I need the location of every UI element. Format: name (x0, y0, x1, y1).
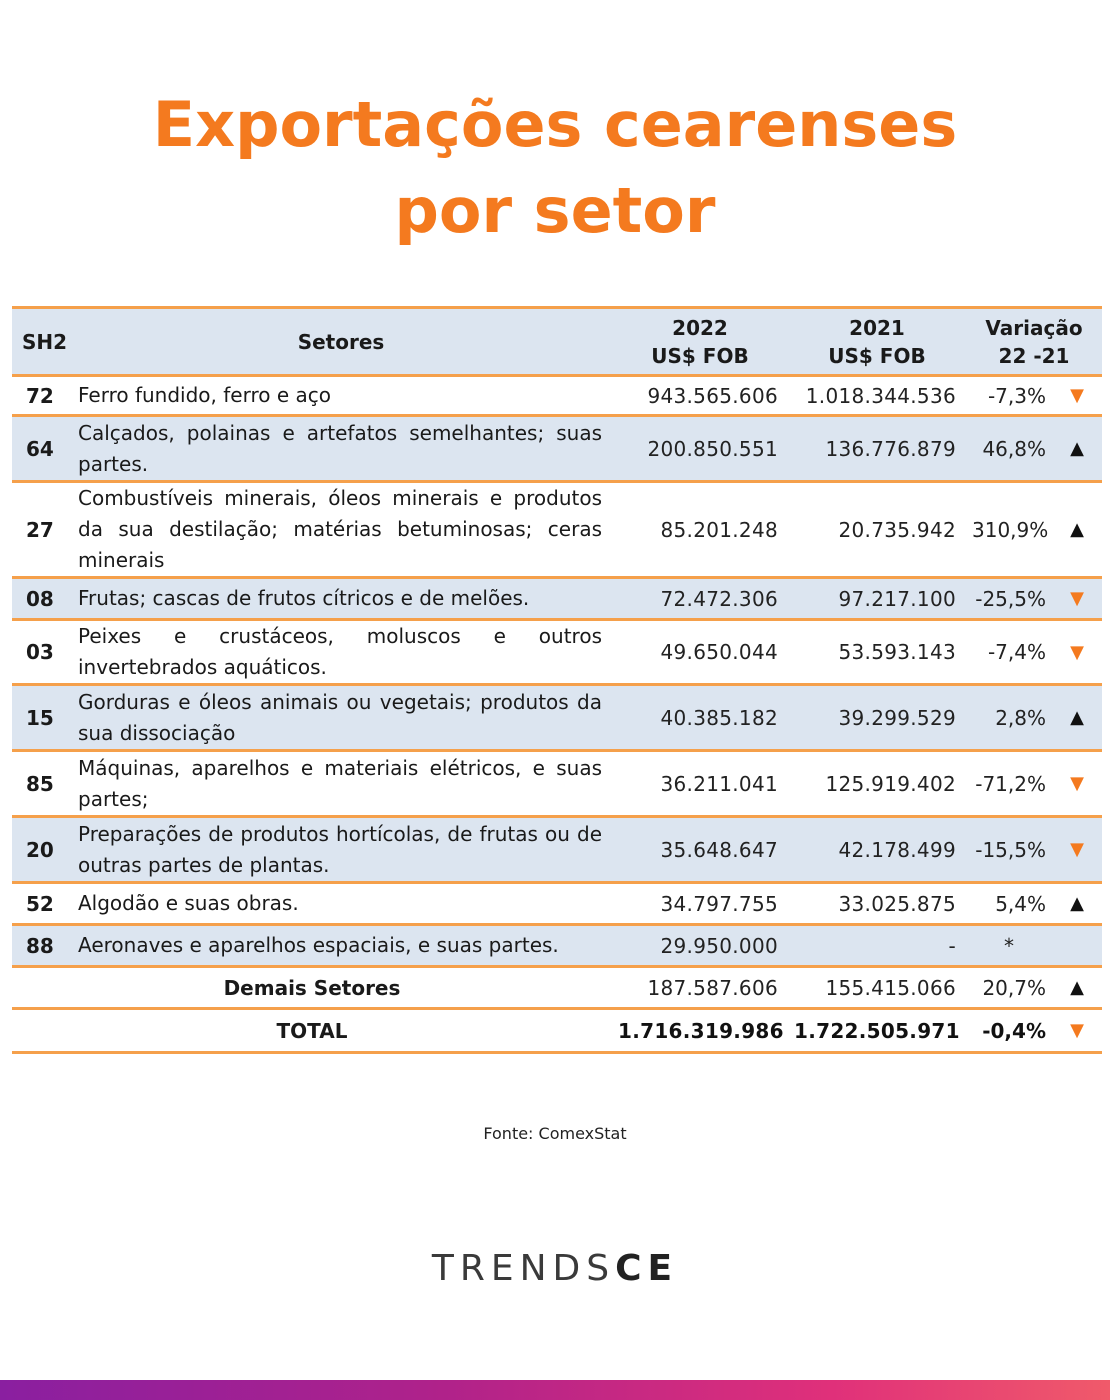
brand-logo (0, 1248, 1110, 1289)
row-setor: Aeronaves e aparelhos espaciais, e suas partes. (78, 933, 559, 957)
table-row (12, 817, 1102, 883)
row-value-2021: 39.299.529 (838, 705, 956, 730)
row-variacao: 5,4% (995, 891, 1046, 916)
exports-table (12, 306, 1102, 1054)
demais-value-2022: 187.587.606 (647, 975, 778, 1000)
demais-setores-row (12, 967, 1102, 1009)
row-value-2021: 42.178.499 (838, 837, 956, 862)
header-variacao-label: Variação (985, 315, 1083, 340)
trend-up-icon: ▲ (1070, 893, 1084, 914)
table-row (12, 416, 1102, 482)
row-sh2: 27 (26, 517, 54, 542)
row-sh2: 72 (26, 383, 54, 408)
demais-value-2021: 155.415.066 (825, 975, 956, 1000)
row-setor: Máquinas, aparelhos e materiais elétricos, e suas partes; (78, 755, 602, 811)
row-sh2: 03 (26, 640, 54, 664)
table-row (12, 883, 1102, 925)
header-variacao (966, 308, 1102, 376)
row-variacao: -7,4% (987, 640, 1046, 664)
header-2021-unit: US$ FOB (828, 343, 926, 368)
header-setores: Setores (297, 329, 385, 354)
trend-down-icon: ▼ (1070, 588, 1084, 609)
row-setor: Calçados, polainas e artefatos semelhantes; suas partes. (78, 420, 602, 476)
table-row (12, 751, 1102, 817)
row-sh2: 20 (26, 837, 54, 862)
trend-down-icon: ▼ (1070, 773, 1084, 794)
row-variacao: -15,5% (975, 837, 1046, 862)
row-sh2: 85 (26, 771, 54, 796)
trend-up-icon: ▲ (1070, 438, 1084, 459)
table-row (12, 620, 1102, 685)
row-value-2022: 85.201.248 (660, 517, 778, 542)
table-row (12, 578, 1102, 620)
trend-down-icon: ▼ (1070, 1020, 1084, 1041)
trend-down-icon: ▼ (1070, 385, 1084, 406)
source-note: Fonte: ComexStat (483, 1124, 627, 1143)
row-sh2: 52 (26, 891, 54, 916)
trend-up-icon: ▲ (1070, 707, 1084, 728)
row-sh2: 08 (26, 586, 54, 611)
row-value-2022: 72.472.306 (660, 586, 778, 611)
row-setor: Ferro fundido, ferro e aço (78, 383, 331, 407)
row-value-2022: 35.648.647 (660, 837, 778, 862)
row-variacao: -7,3% (987, 383, 1046, 408)
row-setor: Combustíveis minerais, óleos minerais e produtos da sua destilação; matérias betuminosas; ceras minerais (78, 486, 602, 572)
trend-none-icon (1052, 925, 1102, 967)
row-value-2021: 97.217.100 (838, 586, 956, 611)
header-2022-year: 2022 (672, 315, 728, 340)
table-row (12, 685, 1102, 751)
row-variacao: 2,8% (995, 705, 1046, 730)
demais-setores-label: Demais Setores (223, 975, 401, 1000)
row-value-2022: 200.850.551 (647, 436, 778, 461)
trend-down-icon: ▼ (1070, 641, 1084, 663)
row-value-2022: 34.797.755 (660, 891, 778, 916)
header-2021 (788, 308, 966, 376)
total-variacao: -0,4% (982, 1018, 1046, 1043)
total-value-2022: 1.716.319.986 (618, 1018, 784, 1043)
row-value-2021: 1.018.344.536 (805, 383, 956, 408)
row-setor: Algodão e suas obras. (78, 891, 299, 915)
page-title (0, 82, 1110, 254)
row-variacao: 46,8% (982, 436, 1046, 461)
row-sh2: 15 (26, 705, 54, 730)
row-variacao: -71,2% (975, 771, 1046, 796)
row-value-2021: - (948, 933, 956, 958)
row-value-2021: 33.025.875 (838, 891, 956, 916)
row-sh2: 88 (26, 933, 54, 958)
row-setor: Gorduras e óleos animais ou vegetais; produtos da sua dissociação (78, 689, 602, 745)
bottom-gradient-bar (0, 1380, 1110, 1400)
brand-logo-trends: TRENDS (431, 1248, 616, 1289)
row-value-2022: 49.650.044 (660, 640, 778, 664)
row-value-2021: 125.919.402 (825, 771, 956, 796)
row-value-2022: 29.950.000 (660, 933, 778, 958)
total-row (12, 1009, 1102, 1053)
row-setor: Frutas; cascas de frutos cítricos e de melões. (78, 586, 530, 610)
demais-variacao: 20,7% (982, 975, 1046, 1000)
row-variacao: -25,5% (975, 586, 1046, 611)
header-variacao-period: 22 -21 (998, 343, 1070, 368)
row-value-2021: 136.776.879 (825, 436, 956, 461)
row-value-2021: 53.593.143 (838, 640, 956, 664)
row-setor: Peixes e crustáceos, moluscos e outros invertebrados aquáticos. (78, 624, 602, 679)
table-row (12, 376, 1102, 416)
header-sh2: SH2 (22, 329, 68, 354)
table-row (12, 482, 1102, 578)
row-setor: Preparações de produtos hortícolas, de frutas ou de outras partes de plantas. (78, 821, 602, 877)
row-value-2021: 20.735.942 (838, 517, 956, 542)
header-2021-year: 2021 (849, 315, 905, 340)
total-value-2021: 1.722.505.971 (794, 1018, 960, 1043)
trend-down-icon: ▼ (1070, 839, 1084, 860)
row-variacao: 310,9% (972, 517, 1049, 542)
row-variacao: * (1004, 933, 1014, 958)
title-line-2: por setor (394, 174, 716, 247)
row-value-2022: 36.211.041 (660, 771, 778, 796)
row-value-2022: 40.385.182 (660, 705, 778, 730)
table-row (12, 925, 1102, 967)
trend-up-icon: ▲ (1070, 519, 1084, 540)
trend-up-icon: ▲ (1070, 977, 1084, 998)
row-value-2022: 943.565.606 (647, 383, 778, 408)
header-2022 (612, 308, 788, 376)
row-sh2: 64 (26, 436, 54, 461)
header-2022-unit: US$ FOB (651, 343, 749, 368)
brand-logo-ce: CE (615, 1248, 679, 1289)
total-label: TOTAL (276, 1018, 348, 1043)
title-line-1: Exportações cearenses (152, 88, 958, 161)
table-header-row (12, 308, 1102, 376)
